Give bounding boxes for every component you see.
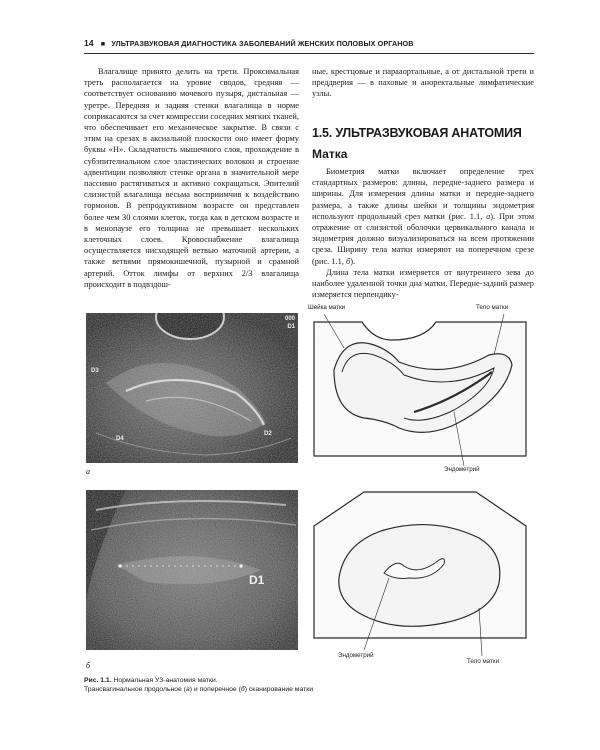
caption-ref-a: а: [185, 686, 190, 693]
biometry-paragraph: [312, 166, 534, 267]
ultrasound-b-graphic: [86, 490, 298, 650]
us-b-label-d1: D1: [249, 573, 265, 587]
us-a-label-d1: D1: [287, 324, 295, 330]
caption-ref-b: б: [240, 686, 245, 693]
running-header: [84, 38, 534, 52]
us-a-label-d3: D3: [91, 368, 99, 374]
caption-line-2: [84, 685, 384, 694]
right-column: [312, 66, 534, 300]
schematic-transverse: [304, 488, 536, 673]
left-column: [84, 66, 299, 290]
biometry-text-3: ).: [350, 256, 356, 266]
schematic-a-graphic: [304, 300, 536, 480]
lymph-continuation: ные, крестцовые и парааортальные, а от дистальной трети и преддверия — в паховые и аноректальные лимфатические узлы.: [312, 67, 534, 99]
fig-ref-a: а: [486, 211, 491, 221]
biometry-text-2: ). При этом отражение от слизистой оболочки цервикального канала и эндометрия должно визуализироваться на всем протяжении среза. Ширину тела матки измеряют на поперечном срезе (рис. 1.1,: [312, 211, 534, 266]
ultrasound-image-transverse: [86, 490, 298, 650]
running-title: УЛЬТРАЗВУКОВАЯ ДИАГНОСТИКА ЗАБОЛЕВАНИЙ ЖЕНСКИХ ПОЛОВЫХ ОРГАНОВ: [111, 39, 414, 48]
label-uterus-body-a: Тело матки: [476, 304, 509, 311]
figure-letter-b: б: [86, 661, 91, 670]
vagina-paragraph: Влагалище принято делить на трети. Проксимальная треть располагается на уровне сводов, средняя — соответствует основанию мочевого пузыря, дистальная — уретре. Передняя и задняя стенки влагалища в норме соприкасаются за счет компрессии соседних мягких тканей, что обеспечивает его механическое закрытие. В связи с этим на срезах в аксиальной плоскости оно имеет форму буквы «Н». Складчатость мышечного слоя, прохождение в субэпителиальном слое эластических волокон и строение адвентиции позволяют стенке органа в значительной мере пассивно растягиваться и активно сокращаться. Эпителий слизистой влагалища весьма восприимчив к воздействию гормонов. В репродуктивном возрасте он представлен более чем 30 слоями клеток, тогда как в детском возрасте и в менопаузе его толщина не превышает нескольких клеточных слоев. Кровоснабжение влагалища осуществляется нисходящей ветвью маточной артерии, а также ветвями прямокишечной, пузырной и срамной артерий. Отток лимфы от верхних 2/3 влагалища происходит в подвздош-: [84, 67, 299, 289]
label-cervix: Шейка матки: [308, 304, 346, 311]
caption-text-1: Трансвагинальное продольное (: [84, 686, 186, 693]
length-paragraph: Длина тела матки измеряется от внутреннего зева до наиболее удаленной точки дна матки. Передне-задний размер измеряется перпендику-: [312, 267, 534, 300]
biometry-text-1: Биометрия матки включает определение трех стандартных размеров: длины, передне-заднего размера и ширины. Для измерения длины матки и передне-заднего размера, а также длины шейки и толщины эндометрия используют продольный срез матки (рис. 1.1,: [312, 167, 534, 221]
caption-label: Рис. 1.1.: [84, 677, 112, 684]
caption-line-1: [84, 676, 384, 685]
us-a-label-d2: D2: [264, 431, 272, 437]
figure-caption: [84, 676, 384, 694]
ultrasound-image-longitudinal: [86, 313, 298, 463]
fig-ref-b: б: [346, 256, 351, 266]
caption-text-3: ) сканирование матки: [244, 686, 313, 693]
label-uterus-body-b: Тело матки: [467, 658, 500, 665]
label-endometrium-b: Эндометрий: [338, 652, 374, 659]
schematic-longitudinal: [304, 300, 536, 480]
schematic-b-graphic: [304, 488, 536, 673]
subsection-title: Матка: [312, 146, 348, 161]
caption-title: Нормальная УЗ-анатомия матки.: [111, 677, 218, 684]
section-title: 1.5. УЛЬТРАЗВУКОВАЯ АНАТОМИЯ: [312, 125, 522, 140]
us-a-label-d4: D4: [116, 436, 124, 442]
header-bullet: ■: [100, 39, 106, 48]
page-number: 14: [84, 38, 94, 48]
us-a-label-000: 000: [284, 316, 295, 322]
header-rule: [84, 53, 534, 54]
label-endometrium-a: Эндометрий: [444, 466, 480, 473]
figure-letter-a: а: [86, 467, 90, 476]
caption-text-2: ) и поперечное (: [189, 686, 241, 693]
